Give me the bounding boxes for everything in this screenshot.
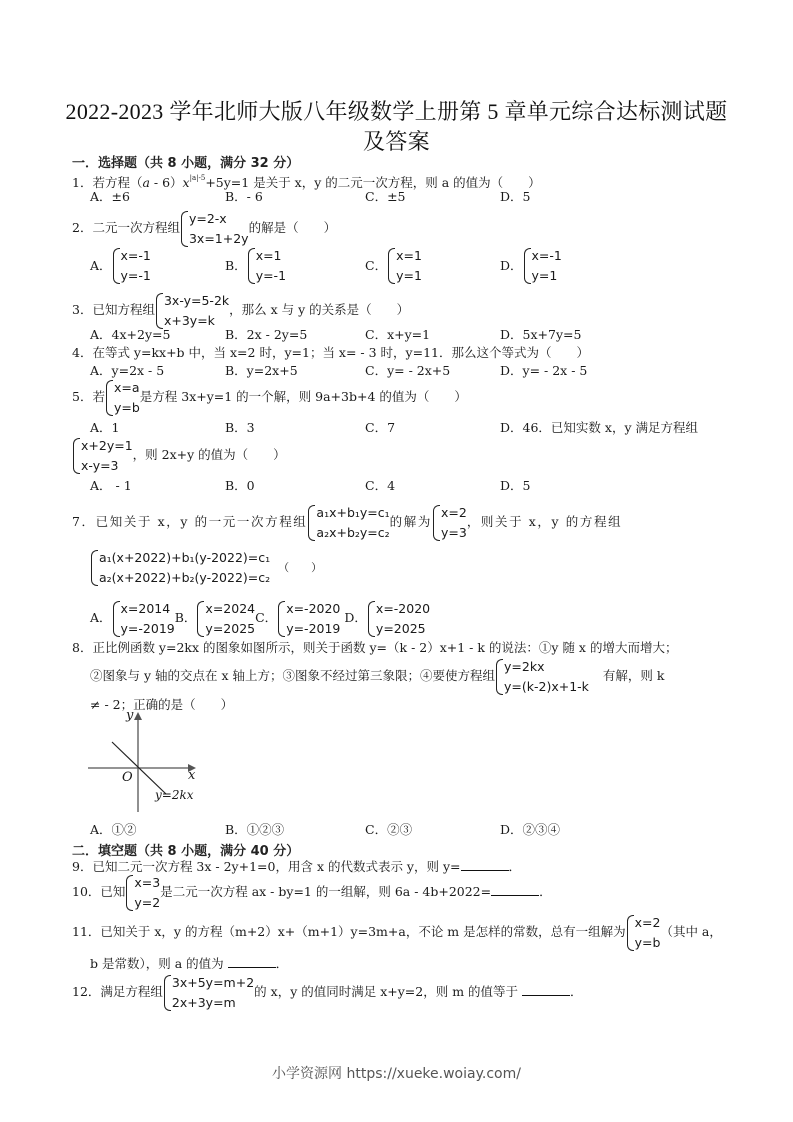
exponent: |a|-5 xyxy=(189,174,206,182)
question-1: 1．若方程$(a - 6)x^{|a|-5}+5y=1$ 是关于 x，y 的二元一次方程，则 a 的值为（ ） xyxy=(72,174,541,190)
answer-blank xyxy=(491,883,539,896)
option-a: A．4x+2y=5 xyxy=(90,327,171,342)
equation-system: x+2y=1 x-y=3 xyxy=(72,436,133,476)
question-2-options xyxy=(90,246,730,288)
page-title-line2: 及答案 xyxy=(363,129,430,154)
question-5: 5．若 x=a y=b 是方程 3x+y=1 的一个解，则 9a+3b+4 的值为（ ） xyxy=(72,377,467,417)
option-a: A．1 xyxy=(90,420,120,435)
option-c: C．②③ xyxy=(365,822,413,837)
y-axis-label: y xyxy=(126,708,134,723)
equation-system: y=2-x 3x=1+2y xyxy=(180,209,249,249)
equation-system: x=3 y=2 xyxy=(125,873,160,913)
answer-blank xyxy=(461,858,509,871)
line-label: y=2kx xyxy=(155,788,194,802)
footer-watermark: 小学资源网 https://xueke.woiay.com/ xyxy=(272,1066,521,1082)
option-b: B．①②③ xyxy=(225,822,285,837)
equation-system: y=2kx y=(k-2)x+1-k xyxy=(495,657,589,697)
question-5-options xyxy=(90,420,730,436)
option-b: B．- 6 xyxy=(225,189,263,204)
question-1-options xyxy=(90,189,730,205)
question-9: 9．已知二元一次方程 3x - 2y+1=0，用含 x 的代数式表示 y，则 y= ． xyxy=(72,859,522,874)
option-a: A． - 1 xyxy=(90,478,132,493)
option-c: C．y= - 2x+5 xyxy=(365,363,451,378)
option-a: A．①② xyxy=(90,822,137,837)
option-b: B．3 xyxy=(225,420,255,435)
question-3-options xyxy=(90,327,730,343)
question-7: 7．已知关于 x，y 的一元一次方程组 a₁x+b₁y=c₁ a₂x+b₂y=c₂ 的解为 x=2 y=3 ，则关于 x，y 的方程组 xyxy=(72,500,622,544)
option-b: B． x=1 y=-1 xyxy=(225,246,286,286)
question-10: 10．已知 x=3 y=2 是二元一次方程 ax - by=1 的一组解，则 6a - 4b+2022= ． xyxy=(72,872,552,912)
question-4: 4．在等式 y=kx+b 中，当 x=2 时，y=1；当 x= - 3 时，y=11．那么这个等式为（ ） xyxy=(72,345,589,360)
origin-label: O xyxy=(122,770,133,785)
option-d: D．5 xyxy=(500,189,531,204)
equation-system: x=a y=b xyxy=(105,378,140,418)
option-c: C．x+y=1 xyxy=(365,327,431,342)
question-8: 8．正比例函数 y=2kx 的图象如图所示，则关于函数 y=（k - 2）x+1 - k 的说法：①y 随 x 的增大而增大； xyxy=(72,640,678,655)
equation-system: 3x-y=5-2k x+3y=k xyxy=(155,291,229,331)
question-6-start: 6．已知实数 x，y 满足方程组 xyxy=(530,420,698,435)
option-b: B． x=2024 y=2025 xyxy=(175,610,255,625)
option-b: B．0 xyxy=(225,478,255,493)
solution-system: x=2 y=3 xyxy=(432,503,467,543)
option-a: A．y=2x - 5 xyxy=(90,363,165,378)
option-c: C．7 xyxy=(365,420,396,435)
equation-system: a₁(x+2022)+b₁(y-2022)=c₁ a₂(x+2022)+b₂(y-2022)=c₂ xyxy=(90,548,270,588)
function-graph xyxy=(88,708,208,812)
option-a: A． x=2014 y=-2019 xyxy=(90,610,175,625)
equation-system: 3x+5y=m+2 2x+3y=m xyxy=(163,973,254,1013)
option-d: D．5x+7y=5 xyxy=(500,327,582,342)
option-c: C．4 xyxy=(365,478,396,493)
section-heading-fill: 二．填空题（共 8 小题，满分 40 分） xyxy=(72,844,300,859)
question-6: x+2y=1 x-y=3 ，则 2x+y 的值为（ ） xyxy=(72,435,286,475)
option-d: D．②③④ xyxy=(500,822,561,837)
option-d: D． x=-1 y=1 xyxy=(500,246,562,286)
question-12: 12．满足方程组 3x+5y=m+2 2x+3y=m 的 x，y 的值同时满足 x+y=2，则 m 的值等于 ． xyxy=(72,972,583,1012)
question-7-system: a₁(x+2022)+b₁(y-2022)=c₁ a₂(x+2022)+b₂(y-2022)=c₂ （ ） xyxy=(90,545,322,589)
section-heading-choice: 一．选择题（共 8 小题，满分 32 分） xyxy=(72,156,300,171)
answer-blank xyxy=(228,955,276,968)
option-b: B．y=2x+5 xyxy=(225,363,298,378)
option-d: D．46．已知实数 x，y 满足方程组 xyxy=(500,420,698,435)
equation-system: a₁x+b₁y=c₁ a₂x+b₂y=c₂ xyxy=(307,503,389,543)
question-11: 11．已知关于 x，y 的方程（m+2）x+（m+1）y=3m+a，不论 m 是怎样的常数，总有一组解为 x=2 y=b （其中 a， xyxy=(72,912,722,952)
question-8-line3: ≠ - 2；正确的是（ ） xyxy=(90,697,234,712)
option-b: B．2x - 2y=5 xyxy=(225,327,308,342)
option-d: D．5 xyxy=(500,478,531,493)
question-11-line2: b 是常数），则 a 的值为 ． xyxy=(90,956,289,971)
question-8-line2: ②图象与 y 轴的交点在 x 轴上方；③图象不经过第三象限；④要使方程组 y=2kx y=(k-2)x+1-k 有解，则 k xyxy=(90,656,664,696)
option-d: D．y= - 2x - 5 xyxy=(500,363,588,378)
question-3: 3．已知方程组 3x-y=5-2k x+3y=k ，那么 x 与 y 的关系是（ ） xyxy=(72,290,409,330)
question-8-options xyxy=(90,822,730,838)
question-2: 2．二元一次方程组 y=2-x 3x=1+2y 的解是（ ） xyxy=(72,208,336,248)
question-7-options xyxy=(90,598,430,638)
option-c: C． x=-2020 y=-2019 xyxy=(255,610,340,625)
option-d: D． x=-2020 y=2025 xyxy=(344,610,430,625)
option-c: C．±5 xyxy=(365,189,406,204)
question-6-options xyxy=(90,478,730,494)
option-c: C． x=1 y=1 xyxy=(365,246,422,286)
equation-system: x=2 y=b xyxy=(626,913,661,953)
answer-blank xyxy=(522,983,570,996)
page-title: 2022-2023 学年北师大版八年级数学上册第 5 章单元综合达标测试题 xyxy=(65,99,728,124)
x-axis-label: x xyxy=(188,768,196,783)
option-a: A．±6 xyxy=(90,189,130,204)
option-a: A． x=-1 y=-1 xyxy=(90,246,151,286)
